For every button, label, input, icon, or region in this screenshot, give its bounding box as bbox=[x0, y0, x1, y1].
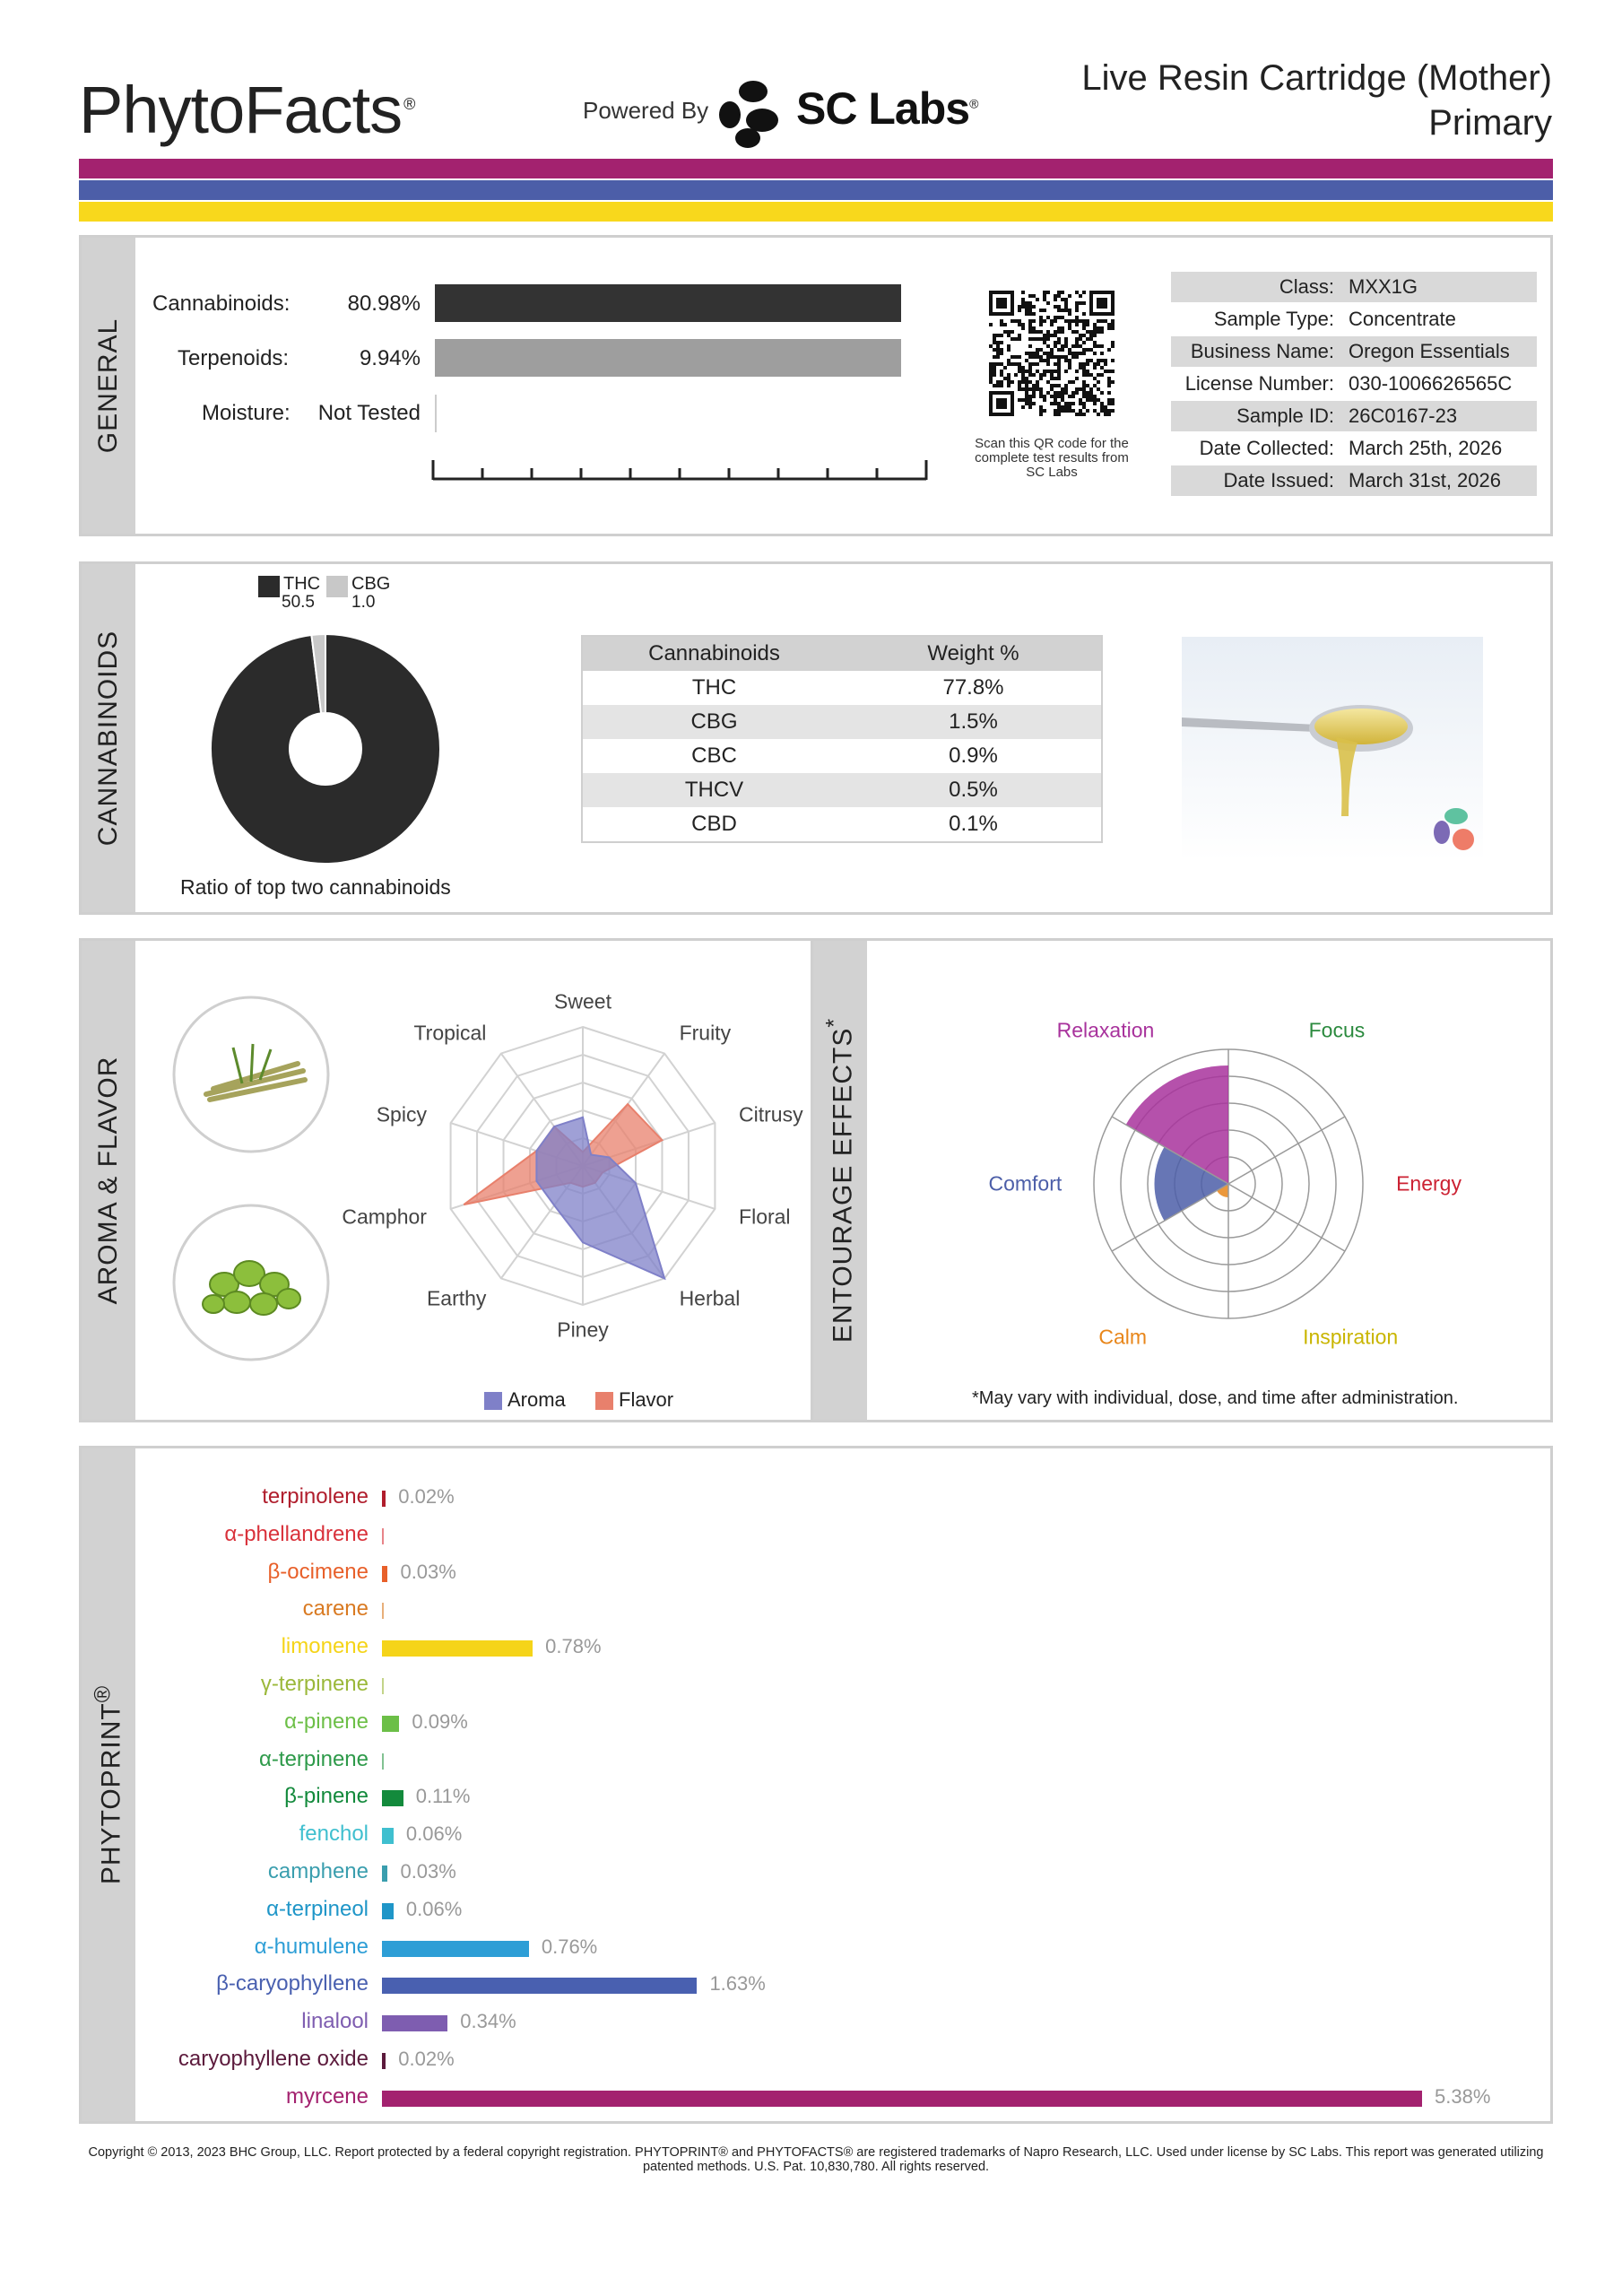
legend-thc-name: THC bbox=[283, 574, 321, 594]
oil-spoon-image bbox=[1182, 637, 1483, 861]
effects-footnote-mark: * bbox=[821, 1017, 847, 1028]
radar-label-sweet: Sweet bbox=[554, 989, 612, 1013]
info-key: License Number: bbox=[1184, 372, 1334, 395]
info-value: Oregon Essentials bbox=[1349, 340, 1510, 362]
terpene-name: α-phellandrene bbox=[224, 1521, 369, 1546]
terpene-value: 0.02% bbox=[398, 2048, 455, 2070]
copyright-footer: Copyright © 2013, 2023 BHC Group, LLC. Report protected by a federal copyright registration. PHYTOPRINT® and PHYTOFACTS® are registered trademarks of Napro Research, LLC. Used under license by SC Labs. This report was generated utilizing patented methods. U.S. Pat. 10,830,780. All rights reserved. bbox=[88, 2145, 1544, 2174]
header-cannabinoids: Cannabinoids bbox=[582, 636, 846, 671]
effect-label-comfort: Comfort bbox=[988, 1171, 1063, 1196]
info-row bbox=[1171, 336, 1537, 367]
terpene-bar bbox=[382, 1640, 533, 1657]
terpene-name: carene bbox=[302, 1596, 369, 1622]
terpene-bar bbox=[382, 2053, 386, 2069]
cannabinoids-label: CANNABINOIDS bbox=[93, 630, 123, 847]
cannabinoid-weight: 0.1% bbox=[949, 812, 998, 836]
table-row bbox=[582, 807, 1102, 842]
brand-name: PhytoFacts bbox=[79, 73, 403, 147]
terpene-value: 0.02% bbox=[398, 1485, 455, 1508]
effect-label-relaxation: Relaxation bbox=[1056, 1018, 1155, 1042]
legend-thc-value: 50.5 bbox=[282, 593, 315, 612]
terpene-bar bbox=[382, 1566, 387, 1582]
phytoprint-label bbox=[91, 1685, 127, 1884]
terpene-value: 0.06% bbox=[405, 1822, 463, 1846]
terpene-name: camphene bbox=[267, 1859, 369, 1883]
info-row bbox=[1171, 433, 1537, 464]
donut-caption: Ratio of top two cannabinoids bbox=[180, 875, 451, 899]
terpene-value: 0.03% bbox=[400, 1860, 456, 1883]
info-value: 26C0167-23 bbox=[1349, 404, 1458, 427]
terpene-name: α-terpinene bbox=[259, 1746, 369, 1771]
radar-label-floral: Floral bbox=[739, 1205, 791, 1229]
terpene-bar bbox=[382, 1903, 394, 1919]
terpene-name: α-terpineol bbox=[266, 1896, 369, 1921]
terpene-bar bbox=[382, 1716, 399, 1732]
terpene-value: 0.03% bbox=[400, 1560, 456, 1583]
entourage-effects-chart bbox=[1076, 1031, 1381, 1336]
info-value: MXX1G bbox=[1349, 275, 1418, 298]
radar-label-fruity: Fruity bbox=[679, 1021, 732, 1045]
cannabinoid-weight: 0.5% bbox=[846, 773, 1102, 807]
phytoprint-registered-mark: ® bbox=[90, 1684, 116, 1703]
cannabinoid-name: THC bbox=[691, 675, 737, 700]
terpene-name: β-caryophyllene bbox=[216, 1971, 369, 1996]
terpene-name: terpinolene bbox=[262, 1484, 369, 1509]
legend-thc-swatch bbox=[258, 576, 280, 597]
product-title-block bbox=[1081, 56, 1552, 145]
terpene-bar bbox=[382, 1603, 384, 1619]
terpene-bar bbox=[382, 1828, 394, 1844]
effects-label-text: ENTOURAGE EFFECTS bbox=[828, 1027, 858, 1344]
effect-label-calm: Calm bbox=[1098, 1325, 1148, 1349]
moisture-value: Not Tested bbox=[317, 401, 421, 425]
info-row bbox=[1171, 272, 1537, 302]
radar-label-spicy: Spicy bbox=[376, 1102, 427, 1126]
info-key: Date Collected: bbox=[1199, 437, 1334, 459]
info-row bbox=[1171, 304, 1537, 335]
aroma-label: AROMA & FLAVOR bbox=[93, 1056, 123, 1305]
terpene-name: α-humulene bbox=[254, 1934, 369, 1959]
qr-caption: Scan this QR code for the complete test results from SC Labs bbox=[975, 436, 1129, 480]
general-label: GENERAL bbox=[93, 317, 123, 454]
info-row bbox=[1171, 465, 1537, 496]
table-row bbox=[582, 773, 1102, 807]
stripe-purple bbox=[79, 159, 1553, 178]
effects-sidebar bbox=[813, 941, 867, 1420]
radar-label-earthy: Earthy bbox=[426, 1286, 487, 1310]
info-key: Date Issued: bbox=[1223, 469, 1334, 491]
cannabinoids-value: 80.98% bbox=[347, 291, 421, 316]
legend-aroma-label: Aroma bbox=[507, 1388, 566, 1411]
radar-label-camphor: Camphor bbox=[342, 1205, 427, 1229]
effects-footnote: *May vary with individual, dose, and time after administration. bbox=[972, 1388, 1459, 1408]
effects-label bbox=[822, 1018, 859, 1343]
sc-labs-logo-icon bbox=[717, 79, 787, 149]
header-weight: Weight % bbox=[846, 636, 1102, 671]
brand-registered-mark: ® bbox=[403, 95, 415, 114]
legend-flavor-swatch bbox=[595, 1392, 613, 1410]
table-row bbox=[582, 705, 1102, 739]
terpene-bar bbox=[382, 1978, 697, 1994]
cannabinoid-weight: 0.9% bbox=[949, 744, 998, 768]
terpenoids-bar bbox=[435, 339, 901, 377]
terpenoids-label: Terpenoids: bbox=[178, 346, 290, 370]
info-key: Sample ID: bbox=[1236, 404, 1334, 427]
info-row bbox=[1171, 369, 1537, 399]
cannabinoid-donut-chart bbox=[204, 628, 447, 870]
radar-label-citrusy: Citrusy bbox=[739, 1102, 803, 1126]
lab-registered-mark: ® bbox=[969, 96, 978, 111]
phytofacts-logo bbox=[79, 72, 414, 148]
terpene-name: fenchol bbox=[299, 1822, 369, 1847]
terpene-name: β-ocimene bbox=[267, 1559, 369, 1584]
terpene-bar bbox=[382, 1790, 403, 1806]
terpene-value: 1.63% bbox=[709, 1972, 766, 1996]
hops-image bbox=[170, 1202, 332, 1363]
terpene-value: 5.38% bbox=[1435, 2084, 1491, 2108]
terpene-value: 0.06% bbox=[405, 1897, 463, 1920]
info-value: March 25th, 2026 bbox=[1349, 437, 1503, 459]
powered-by-text: Powered By bbox=[583, 97, 709, 124]
effect-label-inspiration: Inspiration bbox=[1303, 1325, 1399, 1349]
info-key: Class: bbox=[1279, 275, 1334, 298]
terpene-bar bbox=[382, 1753, 384, 1770]
terpene-name: γ-terpinene bbox=[260, 1672, 369, 1696]
cannabinoid-name: CBG bbox=[582, 705, 846, 739]
info-key: Sample Type: bbox=[1213, 308, 1334, 330]
general-scale-axis bbox=[430, 456, 932, 483]
cannabinoid-table bbox=[581, 635, 1103, 843]
cannabinoids-bar bbox=[435, 284, 901, 322]
cannabinoids-label: Cannabinoids: bbox=[152, 291, 291, 316]
table-row bbox=[582, 671, 1102, 705]
lab-name: SC Labs bbox=[796, 83, 970, 134]
sc-labs-name bbox=[796, 83, 977, 135]
terpene-name: linalool bbox=[301, 2009, 369, 2034]
terpene-value: 0.76% bbox=[541, 1935, 598, 1958]
terpene-value: 0.34% bbox=[460, 2010, 516, 2033]
terpene-value: 0.09% bbox=[412, 1709, 468, 1733]
terpene-bar bbox=[382, 1678, 384, 1694]
terpene-value: 0.78% bbox=[545, 1635, 602, 1658]
info-value: Concentrate bbox=[1349, 308, 1456, 330]
cannabinoids-sidebar bbox=[82, 564, 135, 912]
radar-label-tropical: Tropical bbox=[413, 1021, 487, 1045]
terpene-bar bbox=[382, 1941, 529, 1957]
table-row bbox=[582, 739, 1102, 773]
radar-label-piney: Piney bbox=[557, 1318, 609, 1342]
stripe-blue bbox=[79, 180, 1553, 200]
product-title: Live Resin Cartridge (Mother) bbox=[1081, 58, 1552, 98]
general-sidebar bbox=[82, 238, 135, 534]
terpene-bar bbox=[382, 2015, 447, 2031]
cannabinoid-weight: 77.8% bbox=[942, 675, 1004, 700]
terpene-name: β-pinene bbox=[284, 1784, 369, 1809]
aroma-sidebar bbox=[82, 941, 135, 1420]
table-header-row bbox=[582, 636, 1102, 671]
radar-label-herbal: Herbal bbox=[679, 1286, 741, 1310]
cannabinoid-name: THCV bbox=[582, 773, 846, 807]
info-row bbox=[1171, 401, 1537, 431]
cannabinoid-weight: 1.5% bbox=[846, 705, 1102, 739]
phytoprint-sidebar bbox=[82, 1448, 135, 2121]
legend-cbg-swatch bbox=[326, 576, 348, 597]
legend-cbg-value: 1.0 bbox=[351, 593, 376, 612]
legend-cbg-name: CBG bbox=[351, 574, 391, 594]
terpene-name: α-pinene bbox=[284, 1709, 369, 1734]
terpene-name: myrcene bbox=[285, 2083, 369, 2109]
moisture-bar bbox=[435, 395, 437, 432]
legend-aroma-swatch bbox=[484, 1392, 502, 1410]
cannabinoid-name: CBC bbox=[691, 744, 737, 768]
info-key: Business Name: bbox=[1190, 340, 1334, 362]
terpene-name: limonene bbox=[281, 1634, 369, 1659]
terpene-bar bbox=[382, 1528, 384, 1544]
product-subtitle: Primary bbox=[1428, 103, 1552, 143]
terpene-bar bbox=[382, 2091, 1422, 2107]
moisture-label: Moisture: bbox=[202, 401, 291, 425]
terpene-value: 0.11% bbox=[415, 1785, 471, 1808]
terpene-name: caryophyllene oxide bbox=[178, 2047, 369, 2071]
qr-code[interactable] bbox=[989, 291, 1115, 416]
lemongrass-image bbox=[170, 994, 332, 1155]
terpene-bar bbox=[382, 1491, 386, 1507]
effect-label-focus: Focus bbox=[1308, 1018, 1366, 1042]
effect-label-energy: Energy bbox=[1396, 1171, 1462, 1196]
stripe-yellow bbox=[79, 202, 1553, 222]
info-value: 030-1006626565C bbox=[1349, 372, 1513, 395]
cannabinoid-name: CBD bbox=[691, 812, 737, 836]
info-value: March 31st, 2026 bbox=[1349, 469, 1501, 491]
terpenoids-value: 9.94% bbox=[359, 346, 421, 370]
legend-flavor-label: Flavor bbox=[619, 1388, 674, 1411]
terpene-bar bbox=[382, 1866, 387, 1882]
phytoprint-label-text: PHYTOPRINT bbox=[96, 1702, 126, 1885]
